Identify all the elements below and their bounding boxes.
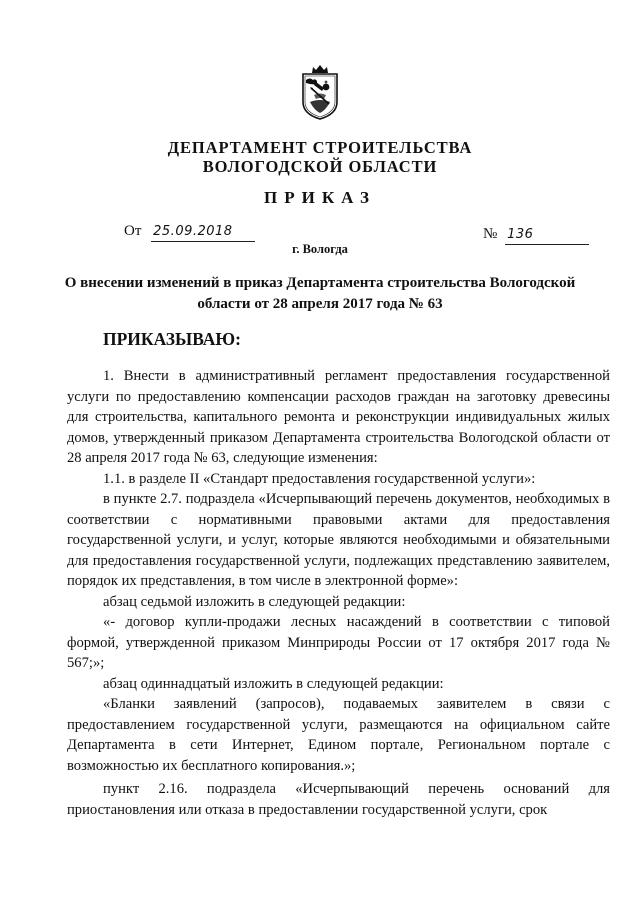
document-body bbox=[67, 366, 610, 820]
department-name-line2: ВОЛОГОДСКОЙ ОБЛАСТИ bbox=[202, 157, 438, 176]
body-paragraph: в пункте 2.7. подраздела «Исчерпывающий перечень документов, необходимых в соответствии с нормативными правовыми актами для предоставления государственной услуги, и услуг, которые являются необходимыми и обязательными для предоставления государственной услуги, подлежащих представлению заявителем, порядок их представления, в том числе в электронной форме»: bbox=[67, 491, 610, 589]
body-paragraph: 1.1. в разделе II «Стандарт предоставления государственной услуги»: bbox=[103, 470, 536, 487]
date-value: 25.09.2018 bbox=[151, 223, 255, 242]
body-paragraph: пункт 2.16. подраздела «Исчерпывающий перечень оснований для приостановления или отказа в предоставлении государственной услуги, срок bbox=[67, 781, 610, 818]
order-subject: О внесении изменений в приказ Департамента строительства Вологодской области от 28 апреля 2017 года № 63 bbox=[64, 275, 576, 312]
body-paragraph: «Бланки заявлений (запросов), подаваемых заявителем в связи с предоставлением государственной услуги, размещаются на официальном сайте Департамента в сети Интернет, Едином портале, Региональном портале с возможностью их бесплатного копирования.»; bbox=[67, 696, 610, 774]
order-directive: ПРИКАЗЫВАЮ: bbox=[103, 329, 241, 349]
document-type-title: ПРИКАЗ bbox=[264, 188, 376, 207]
number-prefix: № bbox=[483, 226, 498, 242]
department-name-line1: ДЕПАРТАМЕНТ СТРОИТЕЛЬСТВА bbox=[167, 138, 473, 157]
body-paragraph: абзац седьмой изложить в следующей редакции: bbox=[103, 593, 406, 610]
number-value: 136 bbox=[505, 226, 589, 245]
vologda-coat-of-arms-icon bbox=[300, 64, 340, 120]
body-paragraph: абзац одиннадцатый изложить в следующей редакции: bbox=[103, 675, 444, 692]
city-label: г. Вологда bbox=[292, 242, 348, 256]
date-prefix: От bbox=[124, 223, 142, 239]
date-row bbox=[124, 222, 255, 242]
body-paragraph: «- договор купли-продажи лесных насаждений в соответствии с типовой формой, утвержденной приказом Минприроды России от 17 октября 2017 года № 567;»; bbox=[67, 614, 610, 671]
body-paragraph: 1. Внести в административный регламент предоставления государственной услуги по предоставлению компенсации расходов граждан на заготовку древесины для строительства, капитального ремонта и реконструкции индивидуальных жилых домов, утвержденный приказом Департамента строительства Вологодской области от 28 апреля 2017 года № 63, следующие изменения: bbox=[67, 368, 610, 466]
